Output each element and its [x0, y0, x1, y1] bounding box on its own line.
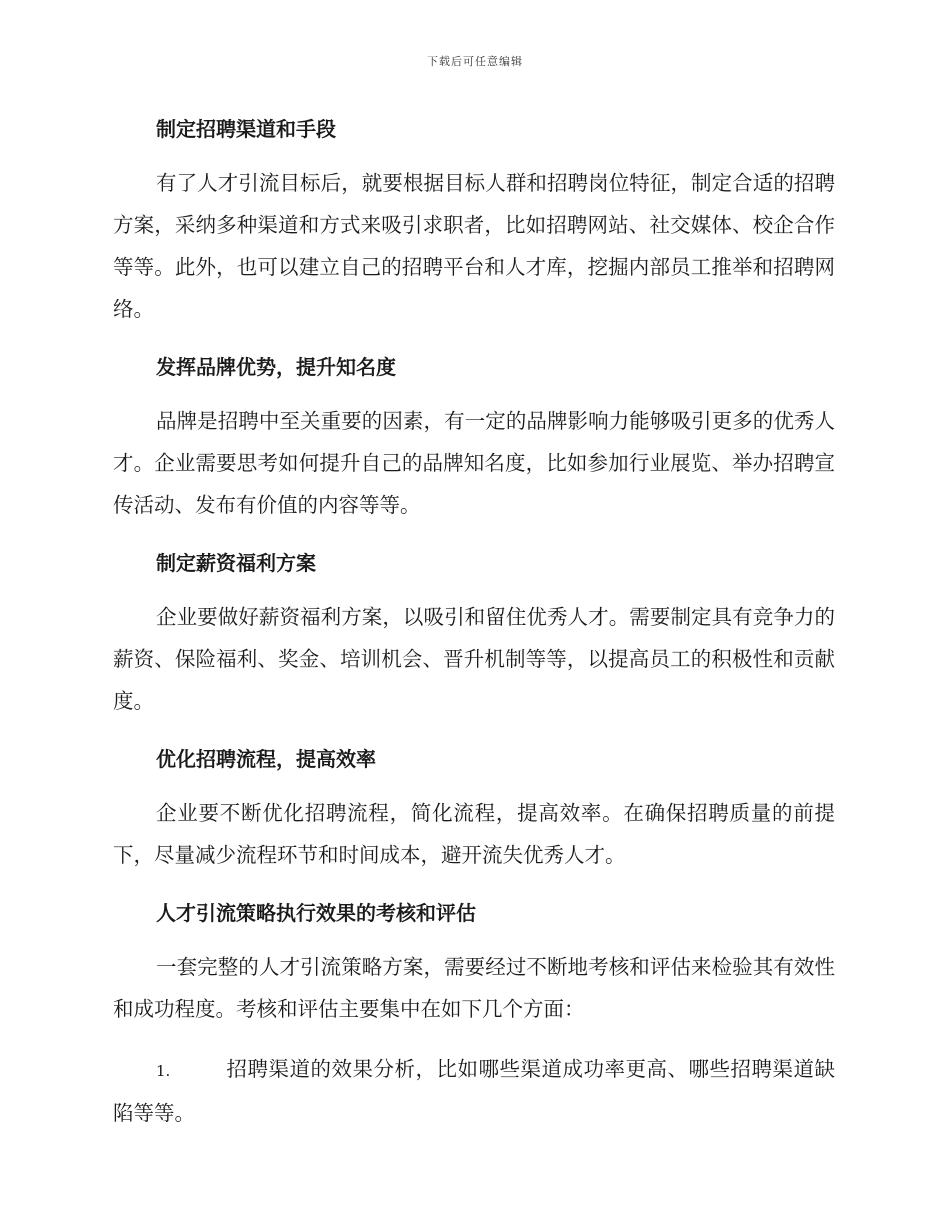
- section-paragraph: 一套完整的人才引流策略方案，需要经过不断地考核和评估来检验其有效性和成功程度。考核和评估主要集中在如下几个方面：: [113, 955, 835, 1021]
- section: [113, 348, 835, 544]
- section-heading: 发挥品牌优势，提升知名度: [156, 355, 396, 379]
- section-paragraph: 企业要不断优化招聘流程，简化流程，提高效率。在确保招聘质量的前提下，尽量减少流程环节和时间成本，避开流失优秀人才。: [113, 801, 835, 867]
- section: [113, 740, 835, 894]
- section-paragraph: 品牌是招聘中至关重要的因素，有一定的品牌影响力能够吸引更多的优秀人才。企业需要思考如何提升自己的品牌知名度，比如参加行业展览、举办招聘宣传活动、发布有价值的内容等等。: [113, 409, 835, 517]
- list-item: [113, 1048, 835, 1134]
- section: [113, 110, 835, 348]
- header-note: 下载后可任意编辑: [427, 55, 523, 68]
- section-paragraph: 企业要做好薪资福利方案，以吸引和留住优秀人才。需要制定具有竞争力的薪资、保险福利、奖金、培训机会、晋升机制等等，以提高员工的积极性和贡献度。: [113, 605, 835, 713]
- section-heading: 优化招聘流程，提高效率: [156, 747, 376, 771]
- section: [113, 894, 835, 1048]
- section: [113, 544, 835, 740]
- document-body: [113, 110, 835, 1134]
- section-heading: 制定招聘渠道和手段: [156, 117, 336, 141]
- list-number: 1.: [156, 1062, 171, 1080]
- section-paragraph: 有了人才引流目标后，就要根据目标人群和招聘岗位特征，制定合适的招聘方案，采纳多种渠道和方式来吸引求职者，比如招聘网站、社交媒体、校企合作等等。此外，也可以建立自己的招聘平台和人才库，挖掘内部员工推举和招聘网络。: [113, 171, 835, 321]
- section-heading: 人才引流策略执行效果的考核和评估: [156, 901, 476, 925]
- list-text: 招聘渠道的效果分析，比如哪些渠道成功率更高、哪些招聘渠道缺陷等等。: [113, 1057, 835, 1125]
- section-heading: 制定薪资福利方案: [156, 551, 316, 575]
